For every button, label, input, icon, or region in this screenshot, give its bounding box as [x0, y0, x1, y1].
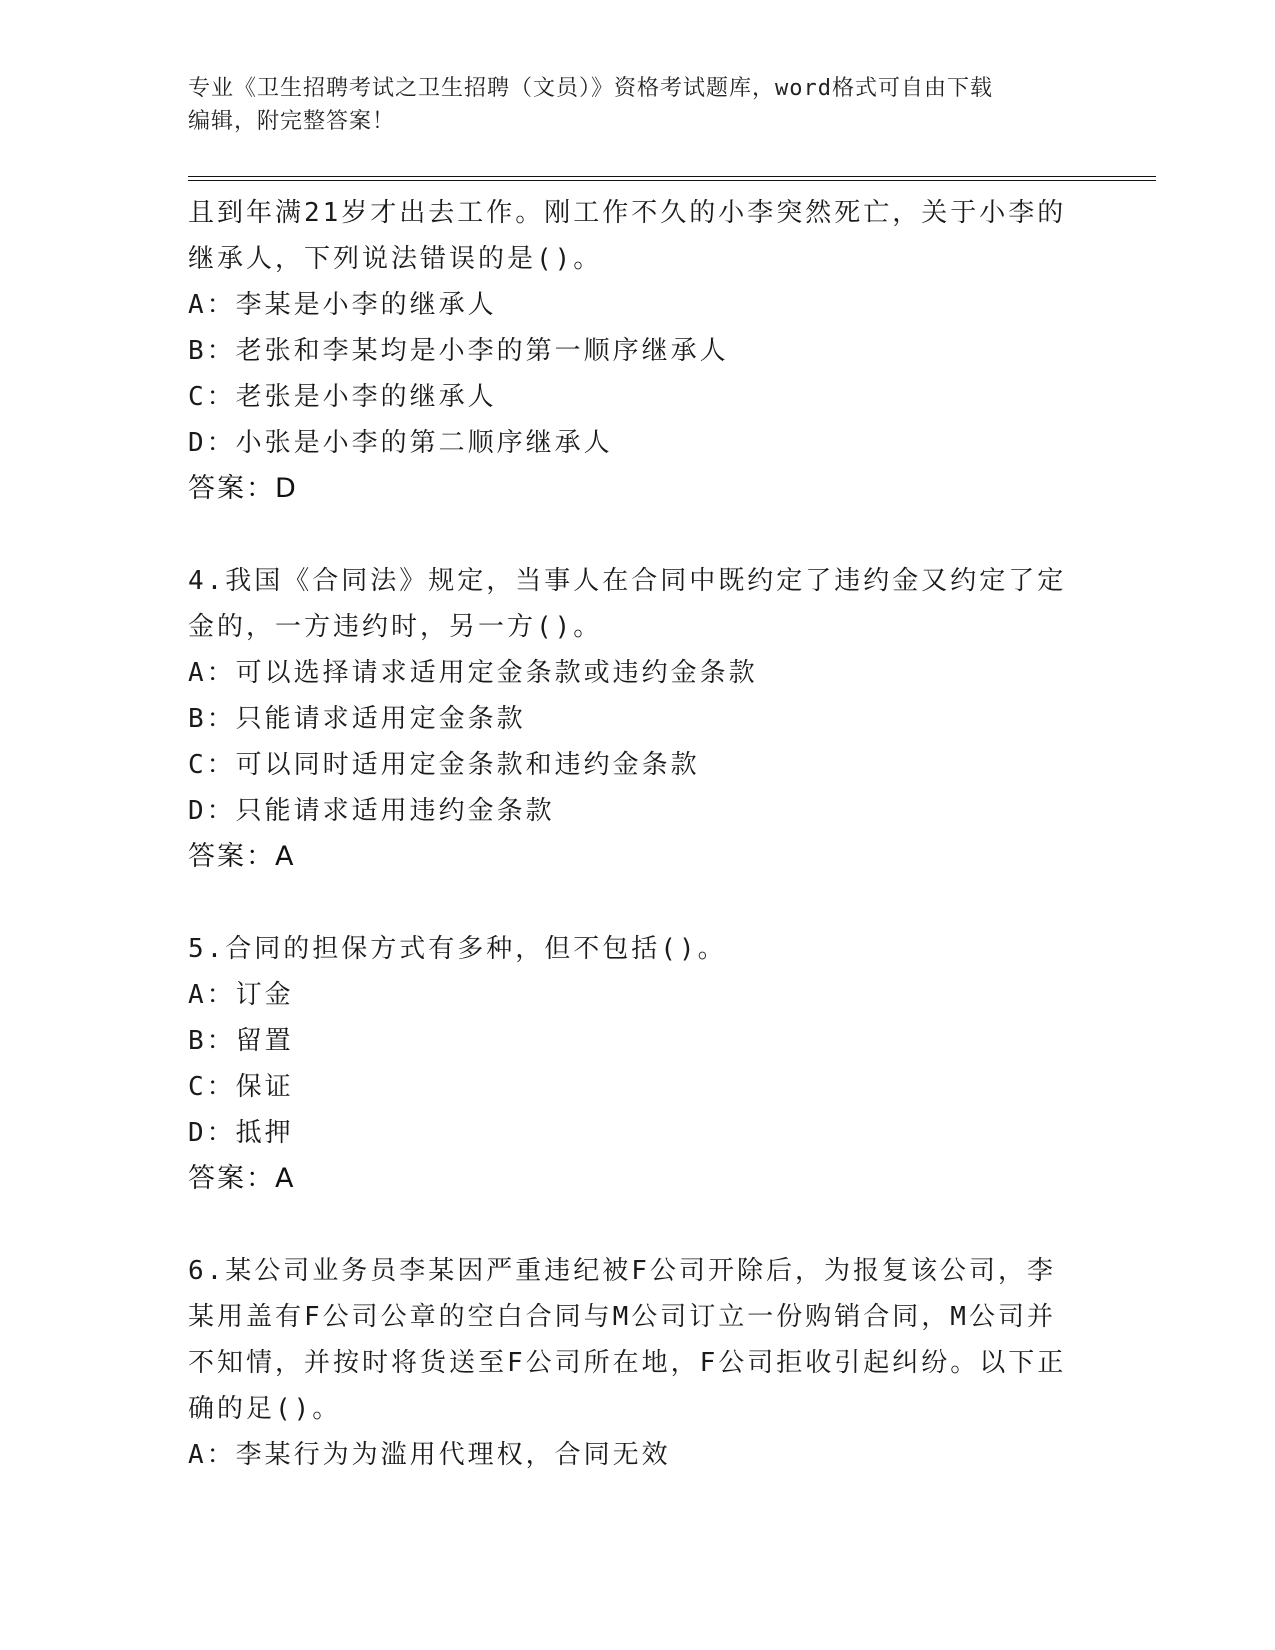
option-b: B：老张和李某均是小李的第一顺序继承人	[188, 336, 729, 366]
option-d: D：只能请求适用违约金条款	[188, 796, 555, 826]
option-b: B：只能请求适用定金条款	[188, 704, 526, 734]
question-stem-line: 金的，一方违约时，另一方()。	[188, 612, 603, 642]
option-a: A：可以选择请求适用定金条款或违约金条款	[188, 658, 758, 688]
option-a: A：李某行为为滥用代理权，合同无效	[188, 1440, 671, 1470]
question-stem-line: 5.合同的担保方式有多种，但不包括()。	[188, 934, 727, 964]
option-d: D：抵押	[188, 1118, 294, 1148]
question-stem-line: 确的足()。	[188, 1394, 342, 1424]
question-5	[188, 926, 1088, 1202]
question-6	[188, 1248, 1088, 1478]
option-a: A：李某是小李的继承人	[188, 290, 497, 320]
option-c: C：保证	[188, 1072, 294, 1102]
page-header	[188, 72, 1088, 138]
question-3	[188, 190, 1088, 512]
question-stem-line: 6.某公司业务员李某因严重违纪被F公司开除后，为报复该公司，李	[188, 1256, 1056, 1286]
question-stem-line: 继承人，下列说法错误的是()。	[188, 244, 603, 274]
header-line-1: 专业《卫生招聘考试之卫生招聘（文员）》资格考试题库，word格式可自由下载	[188, 76, 993, 101]
question-stem-line: 不知情，并按时将货送至F公司所在地，F公司拒收引起纠纷。以下正	[188, 1348, 1067, 1378]
option-c: C：老张是小李的继承人	[188, 382, 497, 412]
header-divider	[188, 176, 1156, 181]
option-c: C：可以同时适用定金条款和违约金条款	[188, 750, 700, 780]
option-d: D：小张是小李的第二顺序继承人	[188, 428, 613, 458]
question-stem-line: 且到年满21岁才出去工作。刚工作不久的小李突然死亡，关于小李的	[188, 198, 1067, 228]
question-4	[188, 558, 1088, 880]
spacer	[188, 512, 1088, 558]
question-stem-line: 4.我国《合同法》规定，当事人在合同中既约定了违约金又约定了定	[188, 566, 1067, 596]
answer-line: 答案：D	[188, 473, 298, 504]
option-b: B：留置	[188, 1026, 294, 1056]
option-a: A：订金	[188, 980, 294, 1010]
spacer	[188, 1202, 1088, 1248]
question-stem-line: 某用盖有F公司公章的空白合同与M公司订立一份购销合同，M公司并	[188, 1302, 1056, 1332]
question-list	[188, 190, 1088, 1478]
answer-line: 答案：A	[188, 841, 296, 872]
answer-line: 答案：A	[188, 1163, 296, 1194]
spacer	[188, 880, 1088, 926]
header-line-2: 编辑，附完整答案！	[188, 109, 396, 134]
